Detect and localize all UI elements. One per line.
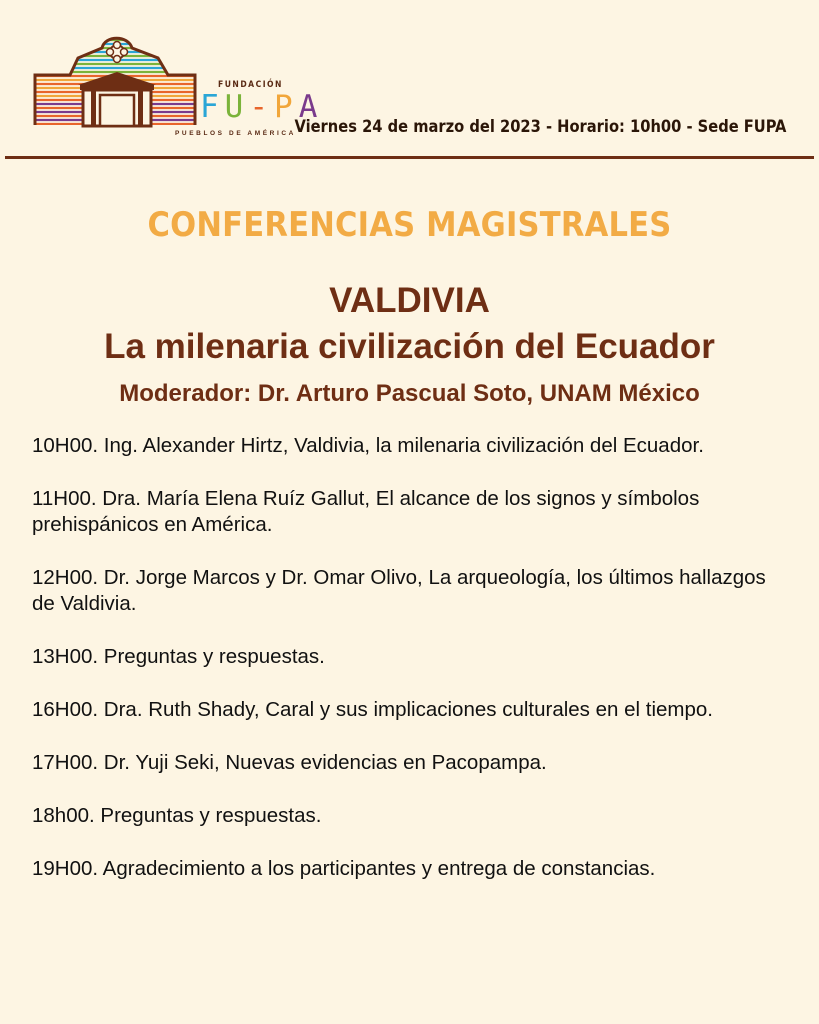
schedule-item: 10H00. Ing. Alexander Hirtz, Valdivia, la milenaria civilización del Ecuador. (32, 434, 704, 457)
page-title: VALDIVIA (329, 281, 490, 320)
moderator-line: Moderador: Dr. Arturo Pascual Soto, UNAM México (119, 380, 700, 407)
schedule-item: 12H00. Dr. Jorge Marcos y Dr. Omar Olivo, La arqueología, los últimos hallazgos de Valdivia. (32, 566, 766, 615)
logo-letter-f: F (200, 89, 225, 125)
event-info: Viernes 24 de marzo del 2023 - Horario: 10h00 - Sede FUPA (294, 117, 786, 137)
page-subtitle: La milenaria civilización del Ecuador (104, 327, 715, 366)
fupa-logo (30, 30, 324, 145)
section-label: CONFERENCIAS MAGISTRALES (147, 205, 672, 245)
schedule-item: 11H00. Dra. María Elena Ruíz Gallut, El alcance de los signos y símbolos prehispánicos en América. (32, 487, 700, 536)
logo-letter-p: P (274, 89, 299, 125)
logo-letter-a: A (298, 89, 324, 125)
schedule-item: 19H00. Agradecimiento a los participantes y entrega de constancias. (32, 857, 656, 880)
schedule-item: 16H00. Dra. Ruth Shady, Caral y sus implicaciones culturales en el tiempo. (32, 698, 713, 721)
mission-building-icon (30, 30, 200, 130)
logo-dash: - (249, 89, 275, 125)
logo-foundation-label: FUNDACIÓN (218, 80, 283, 90)
schedule-item: 13H00. Preguntas y respuestas. (32, 645, 325, 668)
header-divider (5, 156, 814, 159)
logo-letter-u: U (224, 89, 250, 125)
schedule-list (32, 433, 792, 909)
schedule-item: 18h00. Preguntas y respuestas. (32, 804, 322, 827)
logo-subtitle: PUEBLOS DE AMÉRICA (175, 130, 296, 137)
schedule-item: 17H00. Dr. Yuji Seki, Nuevas evidencias en Pacopampa. (32, 751, 547, 774)
header (0, 0, 819, 160)
